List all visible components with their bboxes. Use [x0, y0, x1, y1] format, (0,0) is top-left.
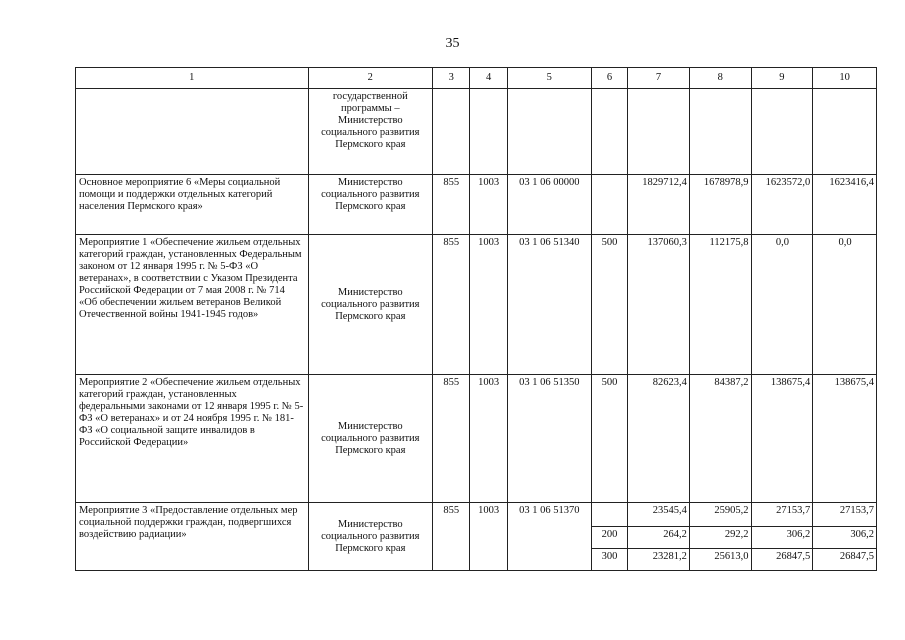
header-row: [76, 68, 877, 89]
amount-col10: 26847,5: [813, 549, 877, 571]
header-cell: 2: [308, 68, 432, 89]
amount-col7: [628, 89, 690, 175]
responsible-executor: государственной программы – Министерство социального развития Пермского края: [308, 89, 432, 175]
amount-col10: 1623416,4: [813, 175, 877, 235]
responsible-executor: Министерство социального развития Пермского края: [308, 503, 432, 571]
code-expense-type: 300: [591, 549, 627, 571]
header-cell: 10: [813, 68, 877, 89]
header-cell: 1: [76, 68, 309, 89]
amount-col8: [689, 89, 751, 175]
amount-col9: 0,0: [751, 235, 813, 375]
amount-col7: 82623,4: [628, 375, 690, 503]
header-cell: 3: [433, 68, 470, 89]
measure-name: Мероприятие 3 «Предоставление отдельных мер социальной поддержки граждан, подвергшихся воздействию радиации»: [76, 503, 309, 571]
header-cell: 5: [507, 68, 591, 89]
measure-name: Основное мероприятие 6 «Меры социальной помощи и поддержки отдельных категорий населения Пермского края»: [76, 175, 309, 235]
amount-col9: [751, 89, 813, 175]
code-grbs: 855: [433, 175, 470, 235]
code-expense-type: [591, 89, 627, 175]
responsible-executor: Министерство социального развития Пермского края: [308, 235, 432, 375]
amount-col10: [813, 89, 877, 175]
amount-col10: 0,0: [813, 235, 877, 375]
code-grbs: 855: [433, 503, 470, 571]
header-cell: 8: [689, 68, 751, 89]
header-cell: 4: [470, 68, 507, 89]
responsible-executor: Министерство социального развития Пермского края: [308, 175, 432, 235]
header-cell: 7: [628, 68, 690, 89]
code-expense-type: [591, 175, 627, 235]
amount-col8: 292,2: [689, 527, 751, 549]
amount-col8: 25905,2: [689, 503, 751, 527]
amount-col8: 112175,8: [689, 235, 751, 375]
table-row: [76, 235, 877, 375]
amount-col7: 264,2: [628, 527, 690, 549]
code-target: 03 1 06 00000: [507, 175, 591, 235]
amount-col10: 27153,7: [813, 503, 877, 527]
header-cell: 9: [751, 68, 813, 89]
code-grbs: 855: [433, 235, 470, 375]
code-expense-type: 500: [591, 375, 627, 503]
amount-col8: 25613,0: [689, 549, 751, 571]
code-section: [470, 89, 507, 175]
code-section: 1003: [470, 235, 507, 375]
code-grbs: 855: [433, 375, 470, 503]
responsible-executor: Министерство социального развития Пермского края: [308, 375, 432, 503]
table-row: [76, 175, 877, 235]
code-grbs: [433, 89, 470, 175]
page-number: 35: [445, 36, 460, 51]
amount-col9: 1623572,0: [751, 175, 813, 235]
code-section: 1003: [470, 375, 507, 503]
code-expense-type: 500: [591, 235, 627, 375]
measure-name: Мероприятие 1 «Обеспечение жильем отдельных категорий граждан, установленных Федеральным законом от 12 января 1995 г. № 5-ФЗ «О ветеранах», в соответствии с Указом Президента Российской Федерации от 7 мая 2008 г. № 714 «Об обеспечении жильем ветеранов Великой Отечественной войны 1941-1945 годов»: [76, 235, 309, 375]
amount-col9: 26847,5: [751, 549, 813, 571]
table-row: [76, 375, 877, 503]
table-row: [76, 89, 877, 175]
header-cell: 6: [591, 68, 627, 89]
amount-col9: 306,2: [751, 527, 813, 549]
code-section: 1003: [470, 503, 507, 571]
amount-col7: 1829712,4: [628, 175, 690, 235]
measure-name: [76, 89, 309, 175]
amount-col7: 23545,4: [628, 503, 690, 527]
amount-col7: 23281,2: [628, 549, 690, 571]
amount-col9: 138675,4: [751, 375, 813, 503]
amount-col7: 137060,3: [628, 235, 690, 375]
table-row: [76, 503, 877, 527]
code-target: 03 1 06 51340: [507, 235, 591, 375]
amount-col8: 84387,2: [689, 375, 751, 503]
amount-col9: 27153,7: [751, 503, 813, 527]
code-target: 03 1 06 51350: [507, 375, 591, 503]
code-expense-type: 200: [591, 527, 627, 549]
code-section: 1003: [470, 175, 507, 235]
amount-col8: 1678978,9: [689, 175, 751, 235]
code-expense-type: [591, 503, 627, 527]
budget-table: [75, 67, 877, 571]
amount-col10: 306,2: [813, 527, 877, 549]
amount-col10: 138675,4: [813, 375, 877, 503]
measure-name: Мероприятие 2 «Обеспечение жильем отдельных категорий граждан, установленных федеральными законами от 12 января 1995 г. № 5-ФЗ «О ветеранах» и от 24 ноября 1995 г. № 181-ФЗ «О социальной защите инвалидов в Российской Федерации»: [76, 375, 309, 503]
code-target: 03 1 06 51370: [507, 503, 591, 571]
code-target: [507, 89, 591, 175]
